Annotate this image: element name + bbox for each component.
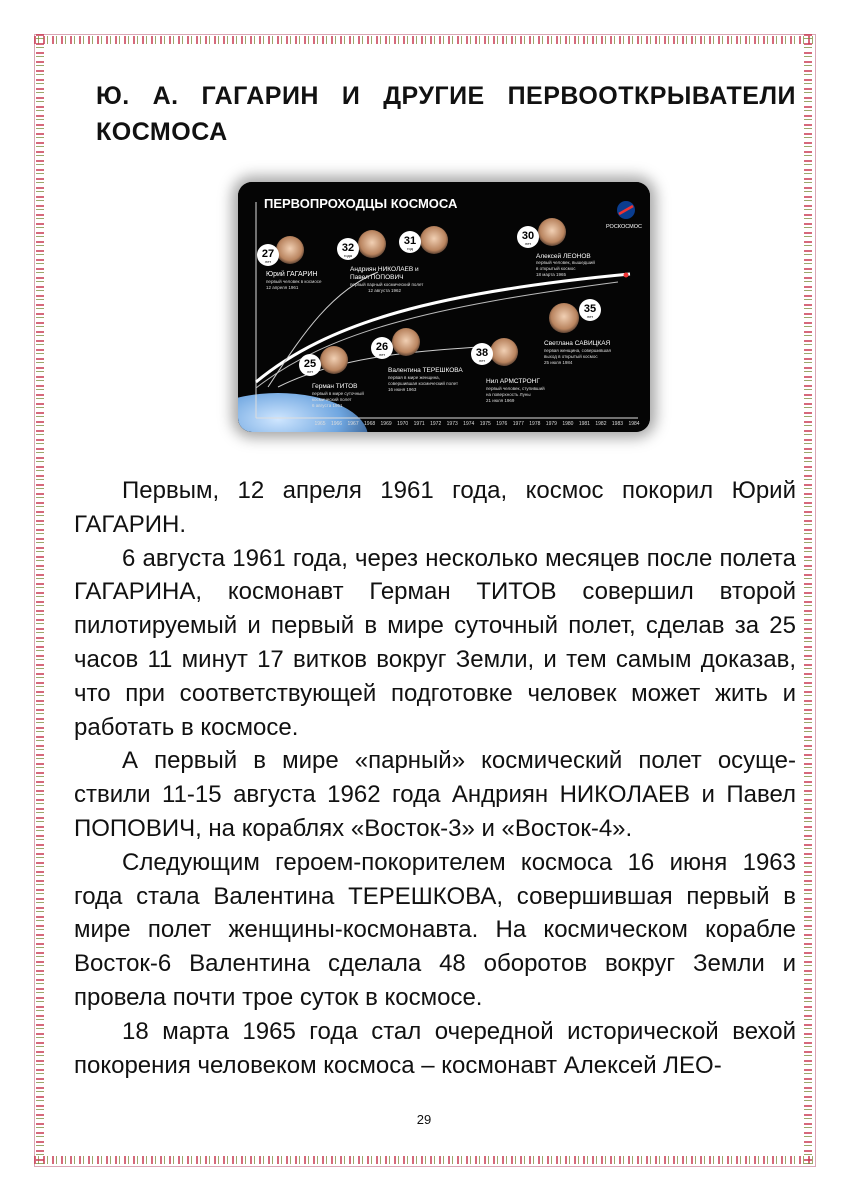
svg-text:лет: лет [264,259,272,264]
svg-text:первый человек, ступивший: первый человек, ступивший [486,386,545,391]
svg-text:первая в мире женщина,: первая в мире женщина, [388,375,440,380]
year-label: 1971 [413,421,425,427]
svg-text:Юрий ГАГАРИН: Юрий ГАГАРИН [266,271,318,278]
body-text [74,474,796,1082]
svg-text:в открытый космос: в открытый космос [536,266,576,271]
year-label: 1968 [364,421,376,427]
paragraph: 18 марта 1965 года стал очередной исторической вехой покорения человеком космоса – космонавт Алексей ЛЕО- [74,1017,796,1079]
svg-text:16 июня 1963: 16 июня 1963 [388,387,417,392]
year-label: 1965 [314,421,326,427]
svg-text:6 августа 1961: 6 августа 1961 [312,403,343,408]
svg-text:25: 25 [303,358,317,370]
svg-text:Алексей ЛЕОНОВ: Алексей ЛЕОНОВ [536,253,591,260]
paragraph: Первым, 12 апреля 1961 года, космос покорил Юрий ГАГАРИН. [74,477,796,538]
svg-text:27: 27 [261,248,275,260]
svg-text:первая женщина, совершившая: первая женщина, совершившая [544,348,611,353]
svg-text:32: 32 [341,242,355,254]
svg-text:лет: лет [378,352,386,357]
svg-text:35: 35 [583,303,597,315]
year-label: 1974 [463,421,475,427]
year-label: 1982 [595,421,607,427]
svg-text:25 июля 1984: 25 июля 1984 [544,360,573,365]
year-label: 1980 [562,421,574,427]
svg-text:12 апреля 1961: 12 апреля 1961 [266,285,299,290]
svg-text:Павел ПОПОВИЧ: Павел ПОПОВИЧ [350,274,404,281]
roscosmos-label: РОСКОСМОС [606,224,642,230]
svg-text:на поверхность Луны: на поверхность Луны [486,392,531,397]
svg-text:38: 38 [475,347,489,359]
svg-text:Герман ТИТОВ: Герман ТИТОВ [312,383,358,390]
svg-text:Нил АРМСТРОНГ: Нил АРМСТРОНГ [486,378,540,385]
svg-text:лет: лет [524,241,532,246]
paragraph: А первый в мире «парный» космический полет осуществили 11-15 августа 1962 года Андриян НИКОЛАЕВ и Павел ПОПОВИЧ, на кораблях «Восток-3» и «Восток-4». [74,747,796,842]
svg-text:совершившая космический полет: совершившая космический полет [388,381,459,386]
year-label: 1973 [446,421,458,427]
year-label: 1979 [545,421,557,427]
svg-text:Светлана САВИЦКАЯ: Светлана САВИЦКАЯ [544,340,611,347]
border-ornament-left [36,34,44,1165]
svg-text:выход в открытый космос: выход в открытый космос [544,354,598,359]
year-label: 1967 [347,421,359,427]
paragraph: 6 августа 1961 года, через несколько месяцев после полета ГАГАРИНА, космонавт Герман ТИТОВ совершил второй пилотируемый и первый в мире суточный полет, сделав за 25 часов 11 минут 17 витков вокруг Земли, и тем самым доказав, что при соответствующей подготовке человек может жить и работать в космосе. [74,544,796,741]
year-label: 1976 [496,421,508,427]
year-label: 1969 [380,421,392,427]
svg-text:первый человек, вышедший: первый человек, вышедший [536,260,595,265]
year-label: 1983 [611,421,624,427]
svg-text:год: год [407,246,413,251]
svg-text:31: 31 [403,235,417,247]
svg-text:30: 30 [521,230,535,242]
paragraph: Следующим героем-покорителем космоса 16 июня 1963 года стала Валентина ТЕРЕШКОВА, совершившая первый в мире полет женщины-космонавта. На космическом корабле Восток-6 Валентина сделала 48 оборотов вокруг Земли и провела почти трое суток в космосе. [74,848,796,1011]
svg-text:лет: лет [586,314,594,319]
svg-text:Андриян НИКОЛАЕВ и: Андриян НИКОЛАЕВ и [350,266,419,273]
svg-text:лет: лет [478,358,486,363]
svg-text:26: 26 [375,341,389,353]
svg-text:первый в мире суточный: первый в мире суточный [312,391,364,396]
year-label: 1966 [330,421,343,427]
border-ornament-bottom [34,1156,814,1164]
pioneers-infographic [238,182,650,432]
figure-heading: ПЕРВОПРОХОДЦЫ КОСМОСА [264,196,458,211]
year-label: 1978 [529,421,541,427]
year-label: 1984 [628,421,640,427]
svg-text:года: года [343,253,353,258]
svg-text:первый парный космический поле: первый парный космический полет [350,282,424,287]
page-number: 29 [416,1112,432,1127]
border-ornament-right [804,34,812,1165]
year-label: 1975 [479,421,491,427]
svg-text:Валентина ТЕРЕШКОВА: Валентина ТЕРЕШКОВА [388,367,463,374]
svg-text:космический полет: космический полет [312,397,352,402]
page-title: Ю. А. ГАГАРИН И ДРУГИЕ ПЕРВООТКРЫВАТЕЛИ КОСМОСА [96,82,796,146]
year-label: 1977 [512,421,524,427]
year-label: 1972 [430,421,442,427]
svg-text:12 августа 1962: 12 августа 1962 [368,288,402,293]
year-label: 1970 [397,421,409,427]
border-ornament-top [34,36,814,44]
svg-text:лет: лет [306,369,314,374]
year-label: 1981 [578,421,590,427]
svg-text:18 марта 1965: 18 марта 1965 [536,272,567,277]
svg-text:первый человек в космосе: первый человек в космосе [266,279,322,284]
svg-text:21 июля 1969: 21 июля 1969 [486,398,515,403]
